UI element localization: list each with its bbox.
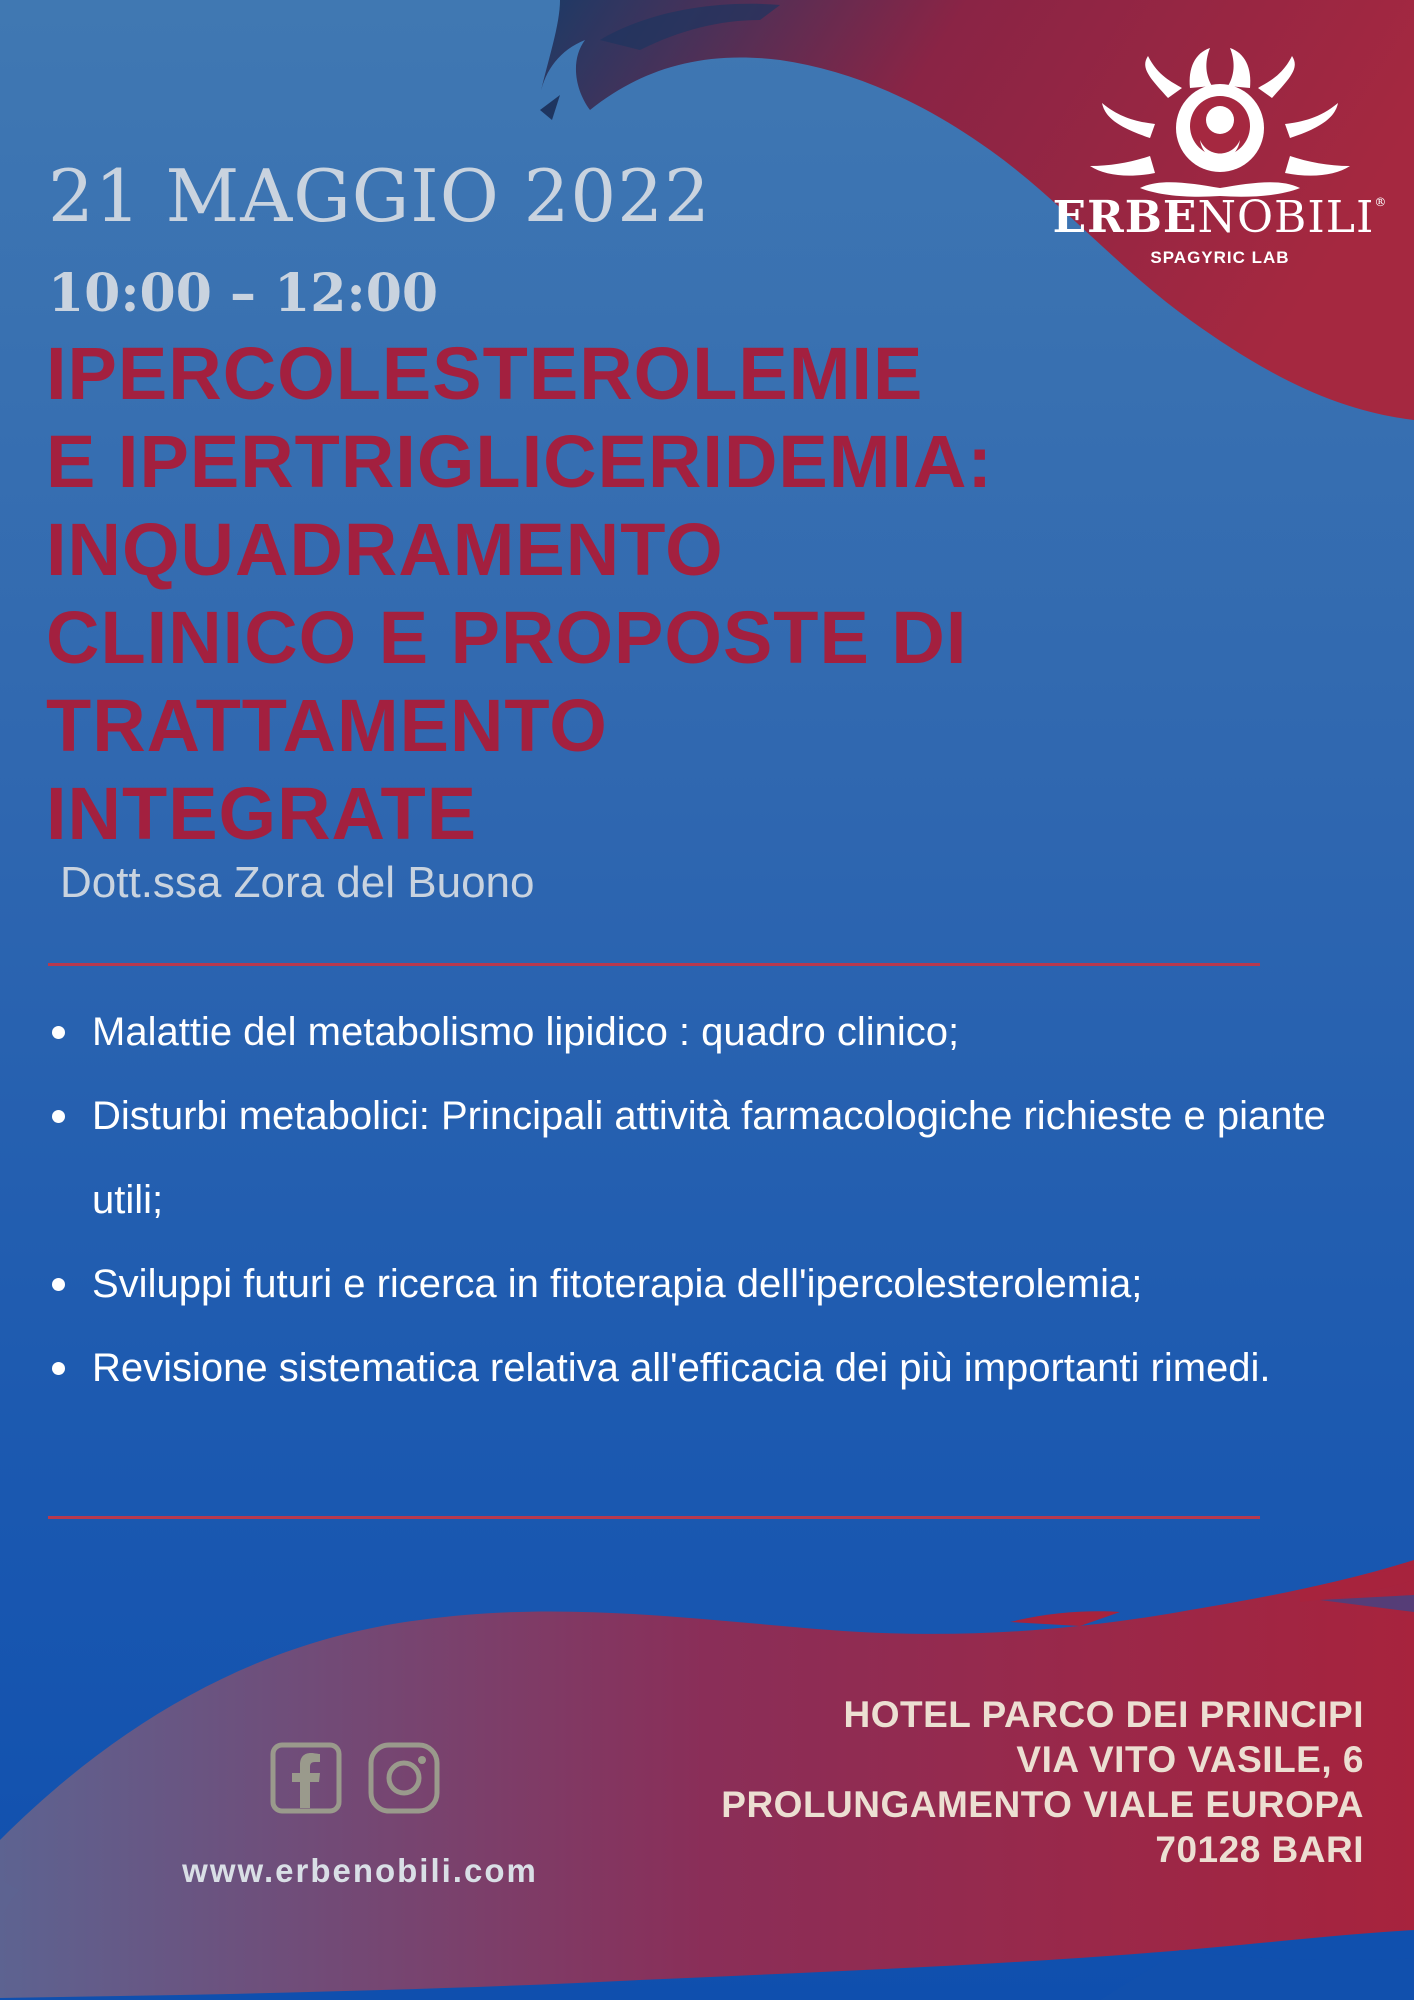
address-line: VIA VITO VASILE, 6 xyxy=(1016,1739,1364,1780)
bottom-divider xyxy=(48,1516,1260,1519)
speaker-name: Dott.ssa Zora del Buono xyxy=(60,858,535,907)
top-divider xyxy=(48,963,1260,966)
brand-name-light: NOBILI xyxy=(1197,192,1375,243)
address-line: PROLUNGAMENTO VIALE EUROPA xyxy=(721,1784,1364,1825)
instagram-icon[interactable] xyxy=(368,1742,440,1814)
list-item: Disturbi metabolici: Principali attività farmacologiche richieste e piante utili; xyxy=(48,1074,1388,1242)
title-line: IPERCOLESTEROLEMIE xyxy=(46,332,924,415)
brand-logo-text xyxy=(1050,192,1390,243)
title-line: INQUADRAMENTO xyxy=(46,508,724,591)
registered-mark: ® xyxy=(1374,195,1388,209)
brand-name-bold: ERBE xyxy=(1052,192,1198,243)
event-time: 10:00 – 12:00 xyxy=(48,263,439,324)
address-line: 70128 BARI xyxy=(1155,1829,1364,1870)
title-line: CLINICO E PROPOSTE DI xyxy=(46,596,968,679)
title-line: TRATTAMENTO xyxy=(46,684,608,767)
list-item: Sviluppi futuri e ricerca in fitoterapia dell'ipercolesterolemia; xyxy=(48,1242,1388,1326)
brand-tagline: SPAGYRIC LAB xyxy=(1150,248,1290,267)
sun-figure-icon xyxy=(1050,48,1390,278)
list-item: Malattie del metabolismo lipidico : quadro clinico; xyxy=(48,990,1388,1074)
address-line: HOTEL PARCO DEI PRINCIPI xyxy=(843,1694,1364,1735)
website-link[interactable]: www.erbenobili.com xyxy=(182,1852,538,1889)
venue-address xyxy=(721,1692,1364,1872)
title-line: E IPERTRIGLICERIDEMIA: xyxy=(46,420,994,503)
topics-list xyxy=(48,990,1388,1410)
list-item: Revisione sistematica relativa all'efficacia dei più importanti rimedi. xyxy=(48,1326,1388,1410)
facebook-icon[interactable] xyxy=(270,1742,342,1814)
title-line: INTEGRATE xyxy=(46,772,478,855)
event-title xyxy=(46,330,1026,858)
event-date: 21 MAGGIO 2022 xyxy=(48,154,711,238)
